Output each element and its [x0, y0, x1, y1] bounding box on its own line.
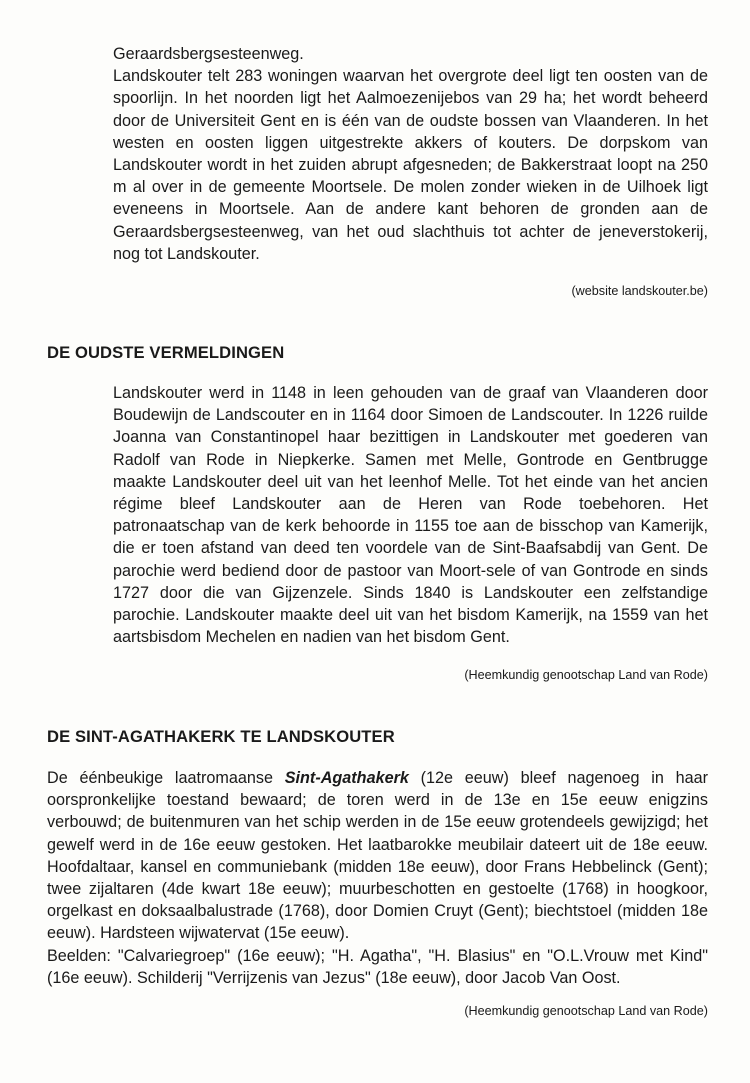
section3-paragraph-lead: De éénbeukige laatromaanse: [47, 769, 285, 787]
section1-source: (website landskouter.be): [571, 284, 708, 298]
section2-source: (Heemkundig genootschap Land van Rode): [464, 668, 708, 682]
section3-church-name: Sint-Agathakerk: [284, 769, 409, 787]
section2-heading: DE OUDSTE VERMELDINGEN: [47, 343, 285, 362]
section1-paragraph: Geraardsbergsesteenweg. Landskouter telt 283 woningen waarvan het overgrote deel ligt ten oosten van de spoorlijn. In het noorden ligt het Aalmoezenijebos van 29 ha; het wordt beheerd door de Universiteit Gent en is één van de oudste bossen van Vlaanderen. In het westen en oosten liggen uitgestrekte akkers of kouters. De dorpskom van Landskouter wordt in het zuiden abrupt afgesneden; de Bakkerstraat loopt na 250 m al over in de gemeente Moortsele. De molen zonder wieken in de Uilhoek ligt eveneens in Moortsele. Aan de andere kant behoren de gronden aan de Geraardsbergsesteenweg, van het oud slachthuis tot achter de jeneverstokerij, nog tot Landskouter.: [113, 45, 708, 263]
section3-paragraph: [47, 767, 708, 989]
section3-paragraph-rest: (12e eeuw) bleef nagenoeg in haar oorspronkelijke toestand bewaard; de toren werd in de 13e en 15e eeuw enigzins verbouwd; de buitenmuren van het schip werden in de 15e eeuw grotendeels gewijzigd; het gewelf werd in de 16e eeuw gestoken. Het laatbarokke meubilair dateert uit de 18e eeuw. Hoofdaltaar, kansel en communiebank (midden 18e eeuw), door Frans Hebbelinck (Gent); twee zijaltaren (4de kwart 18e eeuw); muurbeschotten en gestoelte (1768) in hoogkoor, orgelkast en doksaalbalustrade (1768), door Domien Cruyt (Gent); biechtstoel (midden 18e eeuw). Hardsteen wijwatervat (15e eeuw). Beelden: "Calvariegroep" (16e eeuw); "H. Agatha", "H. Blasius" en "O.L.Vrouw met Kind" (16e eeuw). Schilderij "Verrijzenis van Jezus" (18e eeuw), door Jacob Van Oost.: [47, 769, 709, 987]
section2-paragraph: Landskouter werd in 1148 in leen gehouden van de graaf van Vlaanderen door Boudewijn de Landscouter en in 1164 door Simoen de Landscouter. In 1226 ruilde Joanna van Constantinopel haar bezittigen in Landskouter met goederen van Radolf van Rode in Niepkerke. Samen met Melle, Gontrode en Gentbrugge maakte Landskouter deel uit van het leenhof Melle. Tot het einde van het ancien régime bleef Landskouter aan de Heren van Rode toebehoren. Het patronaatschap van de kerk behoorde in 1155 toe aan de bisschop van Kamerijk, die er toen afstand van deed ten voordele van de Sint-Baafsabdij van Gent. De parochie werd bediend door de pastoor van Moort-sele of van Gontrode en sinds 1727 door die van Gijzenzele. Sinds 1840 is Landskouter een zelfstandige parochie. Landskouter maakte deel uit van het bisdom Kamerijk, na 1559 van het aartsbisdom Mechelen en nadien van het bisdom Gent.: [113, 384, 708, 647]
section3-source: (Heemkundig genootschap Land van Rode): [464, 1004, 708, 1018]
section3-heading: DE SINT-AGATHAKERK TE LANDSKOUTER: [47, 727, 395, 746]
